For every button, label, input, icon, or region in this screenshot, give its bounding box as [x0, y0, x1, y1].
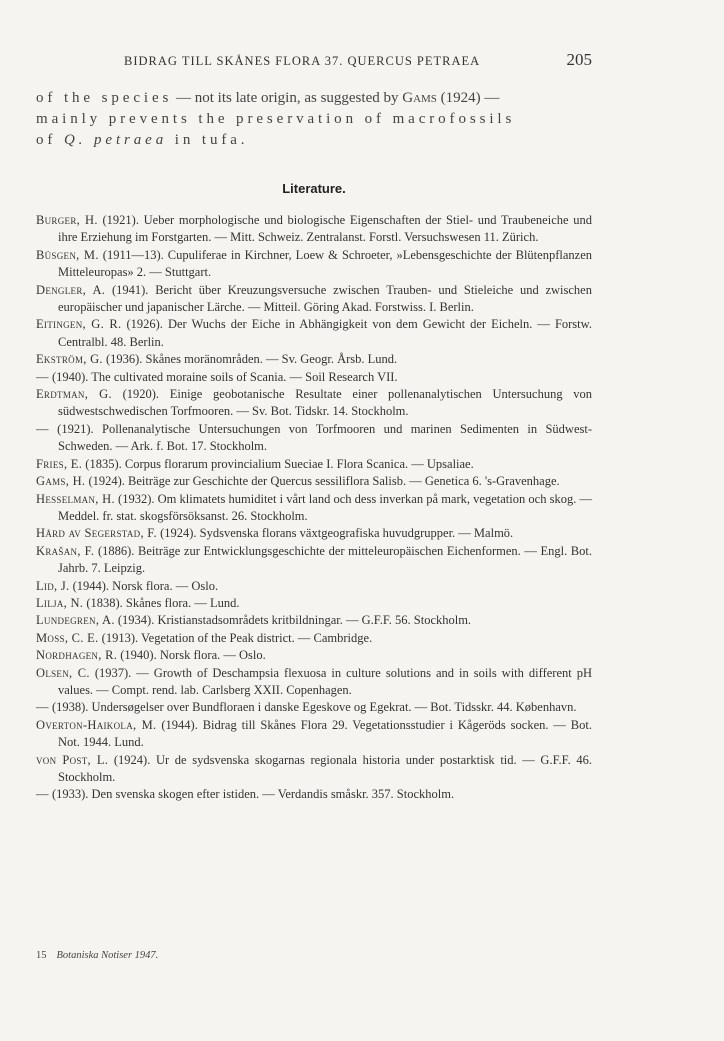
- reference-author: Lid, J.: [36, 578, 70, 593]
- reference-author: —: [36, 700, 49, 715]
- intro-text: in tufa.: [167, 132, 249, 148]
- reference-entry: [36, 717, 592, 752]
- intro-text: of: [36, 132, 64, 148]
- reference-entry: [36, 491, 592, 526]
- reference-entry: [36, 351, 592, 368]
- reference-text: (1920). Einige geobotanische Resultate einer pollenanalytischen Untersuchung von südwestschwedischen Torfmooren. — Sv. Bot. Tidskr. 14. Stockholm.: [58, 387, 593, 419]
- reference-entry: [36, 578, 592, 595]
- intro-line-3: [36, 130, 592, 151]
- running-title: BIDRAG TILL SKÅNES FLORA 37. QUERCUS PETRAEA: [124, 54, 481, 68]
- reference-text: (1911—13). Cupuliferae in Kirchner, Loew & Schroeter, »Lebensgeschichte der Blütenpflanzen Mitteleuropas» 2. — Stuttgart.: [58, 247, 592, 280]
- reference-author: Eitingen, G. R.: [36, 317, 122, 332]
- reference-entry: [36, 386, 592, 421]
- reference-entry: [36, 612, 592, 629]
- intro-text: (1924) —: [436, 90, 500, 106]
- reference-text: (1941). Bericht über Kreuzungsversuche zwischen Trauben- und Stieleiche und zwischen europäischer und japanischer Lärche. — Mitteil. Göring Akad. Forstwiss. I. Berlin.: [58, 282, 592, 315]
- reference-entry: [36, 525, 592, 542]
- species-name: Q. petraea: [63, 132, 168, 148]
- reference-entry: [36, 630, 592, 647]
- page-number: 205: [566, 50, 592, 69]
- journal-name: Botaniska Notiser 1947.: [56, 950, 159, 961]
- reference-text: (1886). Beiträge zur Entwicklungsgeschichte der mitteleuropäischen Eichenformen. — Engl. Bot. Jahrb. 7. Leipzig.: [58, 543, 592, 576]
- reference-entry: [36, 543, 592, 578]
- reference-text: (1921). Ueber morphologische und biologische Eigenschaften der Stiel- und Traubeneiche und ihre Erziehung im Forstgarten. — Mitt. Schweiz. Zentralanst. Forstl. Versuchswesen 11. Zürich.: [58, 213, 592, 245]
- reference-author: Overton-Haikola, M.: [36, 717, 157, 732]
- reference-entry: [36, 786, 592, 803]
- reference-text: (1933). Den svenska skogen efter istiden. — Verdandis småskr. 357. Stockholm.: [48, 787, 455, 802]
- reference-text: (1937). — Growth of Deschampsia flexuosa in culture solutions and in soils with different pH values. — Compt. rend. lab. Carlsberg XXII. Copenhagen.: [58, 665, 592, 697]
- reference-entry: [36, 282, 592, 317]
- reference-author: Gams, H.: [36, 474, 86, 489]
- reference-text: (1926). Der Wuchs der Eiche in Abhängigkeit von dem Gewicht der Eicheln. — Forstw. Centralbl. 48. Berlin.: [58, 317, 592, 349]
- reference-text: (1940). Norsk flora. — Oslo.: [117, 648, 266, 663]
- reference-entry: [36, 456, 592, 473]
- literature-heading: Literature.: [282, 181, 346, 196]
- reference-entry: [36, 421, 592, 456]
- signature-mark: 15: [36, 950, 47, 961]
- reference-author: —: [36, 787, 49, 802]
- reference-entry: [36, 665, 592, 700]
- reference-text: (1938). Undersøgelser over Bundfloraen i danske Egeskove og Egekrat. — Bot. Tidsskr. 44. København.: [48, 700, 577, 715]
- reference-author: Fries, E.: [36, 456, 83, 471]
- reference-author: Lundegren, A.: [36, 613, 115, 628]
- reference-text: (1944). Norsk flora. — Oslo.: [69, 578, 219, 593]
- reference-text: (1940). The cultivated moraine soils of Scania. — Soil Research VII.: [48, 369, 398, 384]
- reference-entry: [36, 595, 592, 612]
- reference-text: (1934). Kristianstadsområdets kritbildningar. — G.F.F. 56. Stockholm.: [114, 613, 472, 628]
- reference-author: Büsgen, M.: [36, 247, 99, 262]
- reference-text: (1835). Corpus florarum provincialium Sueciae I. Flora Scanica. — Upsaliae.: [82, 456, 474, 471]
- reference-entry: [36, 473, 592, 490]
- reference-author: Ekström, G.: [36, 352, 103, 367]
- reference-author: —: [36, 421, 49, 436]
- reference-entry: [36, 647, 592, 664]
- reference-text: (1913). Vegetation of the Peak district. — Cambridge.: [98, 630, 373, 645]
- reference-text: (1921). Pollenanalytische Untersuchungen von Torfmooren und marinen Sedimenten in Südwest-Schweden. — Ark. f. Bot. 17. Stockholm.: [48, 421, 592, 454]
- intro-paragraph: [36, 88, 592, 151]
- reference-author: —: [36, 369, 49, 384]
- reference-entry: [36, 247, 592, 282]
- reference-author: Hård av Segerstad, F.: [36, 526, 157, 541]
- running-header: [36, 50, 592, 70]
- reference-author: Krašan, F.: [36, 543, 95, 558]
- reference-text: (1932). Om klimatets humiditet i vårt land och dess inverkan på mark, vegetation och skog. — Meddel. fr. stat. skogsförsöksanst. 26. Stockholm.: [58, 491, 592, 523]
- reference-author: Lilja, N.: [36, 595, 84, 610]
- reference-entry: [36, 752, 592, 787]
- intro-text: — not its late origin, as suggested by: [172, 90, 403, 106]
- reference-author: Burger, H.: [36, 213, 98, 227]
- reference-author: Erdtman, G.: [36, 387, 112, 402]
- reference-list: [36, 212, 592, 804]
- intro-author: Gams: [402, 90, 437, 106]
- reference-text: (1924). Beiträge zur Geschichte der Quercus sessiliflora Salisb. — Genetica 6. 's-Gravenhage.: [85, 474, 560, 489]
- reference-text: (1944). Bidrag till Skånes Flora 29. Vegetationsstudier i Kågeröds socken. — Bot. Not. 1944. Lund.: [58, 717, 592, 750]
- reference-author: Olsen, C.: [36, 665, 90, 680]
- reference-entry: [36, 699, 592, 716]
- reference-entry: [36, 316, 592, 351]
- reference-author: Moss, C. E.: [36, 630, 99, 645]
- reference-text: (1838). Skånes flora. — Lund.: [83, 595, 240, 610]
- reference-text: (1936). Skånes moränområden. — Sv. Geogr. Årsb. Lund.: [102, 352, 398, 367]
- intro-line-1: [36, 88, 592, 109]
- reference-author: Hesselman, H.: [36, 491, 115, 506]
- reference-text: (1924). Sydsvenska florans växtgeografiska huvudgrupper. — Malmö.: [156, 526, 514, 541]
- intro-line-2: mainly prevents the preservation of macrofossils: [36, 111, 516, 127]
- reference-entry: [36, 212, 592, 247]
- reference-author: Dengler, A.: [36, 282, 106, 297]
- reference-author: von Post, L.: [36, 752, 109, 767]
- intro-spaced-text: of the species: [36, 90, 173, 106]
- reference-text: (1924). Ur de sydsvenska skogarnas regionala historia under postarktisk tid. — G.F.F. 46. Stockholm.: [58, 752, 592, 784]
- reference-author: Nordhagen, R.: [36, 648, 118, 663]
- page-footer: [36, 950, 158, 961]
- reference-entry: [36, 369, 592, 386]
